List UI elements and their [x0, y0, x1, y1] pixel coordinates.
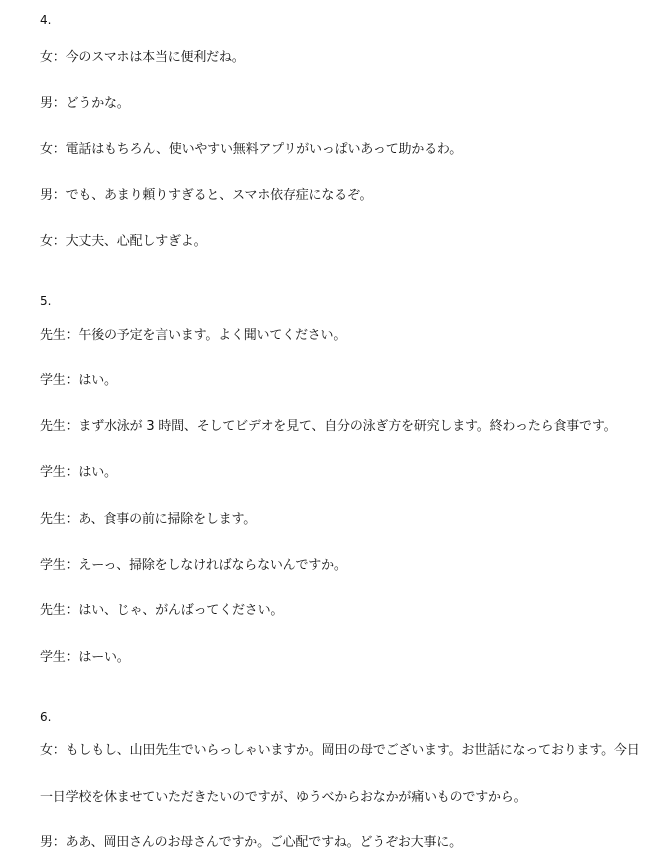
- section-6-number: 6.: [40, 710, 52, 724]
- dialogue-line: 男：ああ、岡田さんのお母さんですか。ご心配ですね。どうぞお大事に。: [40, 835, 462, 850]
- dialogue-line: 先生：あ、食事の前に掃除をします。: [40, 512, 257, 527]
- section-4-number: 4.: [40, 13, 52, 27]
- dialogue-line: 男：どうかな。: [40, 96, 130, 111]
- dialogue-line: 学生：はーい。: [40, 650, 130, 665]
- dialogue-line: 男：でも、あまり頼りすぎると、スマホ依存症になるぞ。: [40, 188, 373, 203]
- dialogue-line: 学生：えーっ、掃除をしなければならないんですか。: [40, 558, 347, 573]
- dialogue-line: 一日学校を休ませていただきたいのですが、ゆうべからおなかが痛いものですから。: [40, 790, 527, 805]
- section-5-number: 5.: [40, 294, 52, 308]
- dialogue-line: 女：もしもし、山田先生でいらっしゃいますか。岡田の母でございます。お世話になっております。今日: [40, 743, 640, 758]
- dialogue-line: 学生：はい。: [40, 373, 117, 388]
- dialogue-line: 女：電話はもちろん、使いやすい無料アプリがいっぱいあって助かるわ。: [40, 142, 463, 157]
- dialogue-line: 先生：午後の予定を言います。よく聞いてください。: [40, 328, 347, 343]
- dialogue-line: 女：今のスマホは本当に便利だね。: [40, 50, 245, 65]
- dialogue-line: 学生：はい。: [40, 465, 117, 480]
- dialogue-line: 先生：はい、じゃ、がんばってください。: [40, 603, 284, 618]
- dialogue-line: 女：大丈夫、心配しすぎよ。: [40, 234, 207, 249]
- dialogue-line: 先生：まず水泳が 3 時間、そしてビデオを見て、自分の泳ぎ方を研究します。終わったら食事です。: [40, 419, 617, 434]
